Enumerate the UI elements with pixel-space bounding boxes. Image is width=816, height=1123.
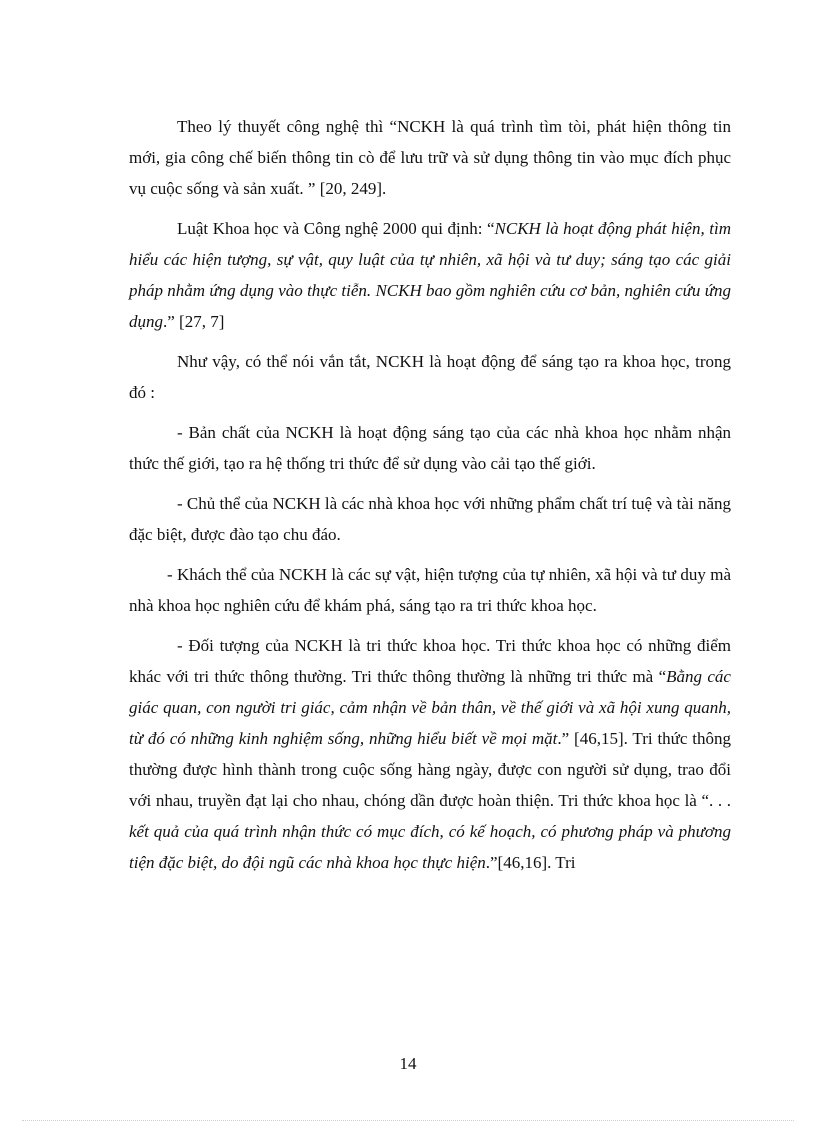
bullet-chu-the-text: - Chủ thể của NCKH là các nhà khoa học với những phẩm chất trí tuệ và tài năng đặc biệt, được đào tạo chu đáo.: [129, 494, 731, 544]
bullet-khach-the: [129, 559, 731, 621]
paragraph-1-text: Theo lý thuyết công nghệ thì “NCKH là quá trình tìm tòi, phát hiện thông tin mới, gia công chế biến thông tin cò để lưu trữ và sử dụng thông tin vào mục đích phục vụ cuộc sống và sản xuất. ” [20, 249].: [129, 117, 731, 198]
paragraph-1: [129, 111, 731, 204]
paragraph-3: [129, 346, 731, 408]
paragraph-2-quote: NCKH là hoạt động phát hiện, tìm hiểu các hiện tượng, sự vật, quy luật của tự nhiên, xã hội và tư duy; sáng tạo các giải pháp nhằm ứng dụng vào thực tiễn. NCKH bao gồm nghiên cứu cơ bản, nghiên cứu ứng dụng: [129, 219, 731, 331]
bullet-ban-chat-text: - Bản chất của NCKH là hoạt động sáng tạo của các nhà khoa học nhằm nhận thức thế giới, tạo ra hệ thống tri thức để sử dụng vào cải tạo thế giới.: [129, 423, 731, 473]
bullet-doi-tuong-middle: .” [46,15]. Tri thức thông thường được hình thành trong cuộc sống hàng ngày, được con người sử dụng, trao đổi với nhau, truyền đạt lại cho nhau, chóng dần được hoàn thiện. Tri thức khoa học là “. . .: [129, 729, 731, 810]
bullet-doi-tuong-lead: - Đối tượng của NCKH là tri thức khoa học. Tri thức khoa học có những điểm khác với tri thức thông thường. Tri thức thông thường là những tri thức mà “: [129, 636, 731, 686]
body-text: [129, 111, 731, 887]
paragraph-2: [129, 213, 731, 337]
paragraph-2-lead: Luật Khoa học và Công nghệ 2000 qui định: “: [177, 219, 495, 238]
page-number: 14: [399, 1054, 417, 1073]
bullet-doi-tuong-quote-1: Bằng các giác quan, con người tri giác, cảm nhận về bản thân, về thế giới và xã hội xung quanh, từ đó có những kinh nghiệm sống, những hiểu biết về mọi mặt: [129, 667, 731, 748]
paragraph-2-citation: .” [27, 7]: [163, 312, 225, 331]
bullet-ban-chat: [129, 417, 731, 479]
page-bottom-divider: [22, 1120, 794, 1121]
bullet-chu-the: [129, 488, 731, 550]
bullet-khach-the-text: - Khách thể của NCKH là các sự vật, hiện tượng của tự nhiên, xã hội và tư duy mà nhà khoa học nghiên cứu để khám phá, sáng tạo ra tri thức khoa học.: [129, 565, 731, 615]
bullet-doi-tuong-quote-2: kết quả của quá trình nhận thức có mục đích, có kế hoạch, có phương pháp và phương tiện đặc biệt, do đội ngũ các nhà khoa học thực hiện: [129, 822, 731, 872]
bullet-doi-tuong: [129, 630, 731, 878]
bullet-doi-tuong-citation: .”[46,16]. Tri: [485, 853, 576, 872]
paragraph-3-text: Như vậy, có thể nói vắn tắt, NCKH là hoạt động để sáng tạo ra khoa học, trong đó :: [129, 352, 731, 402]
